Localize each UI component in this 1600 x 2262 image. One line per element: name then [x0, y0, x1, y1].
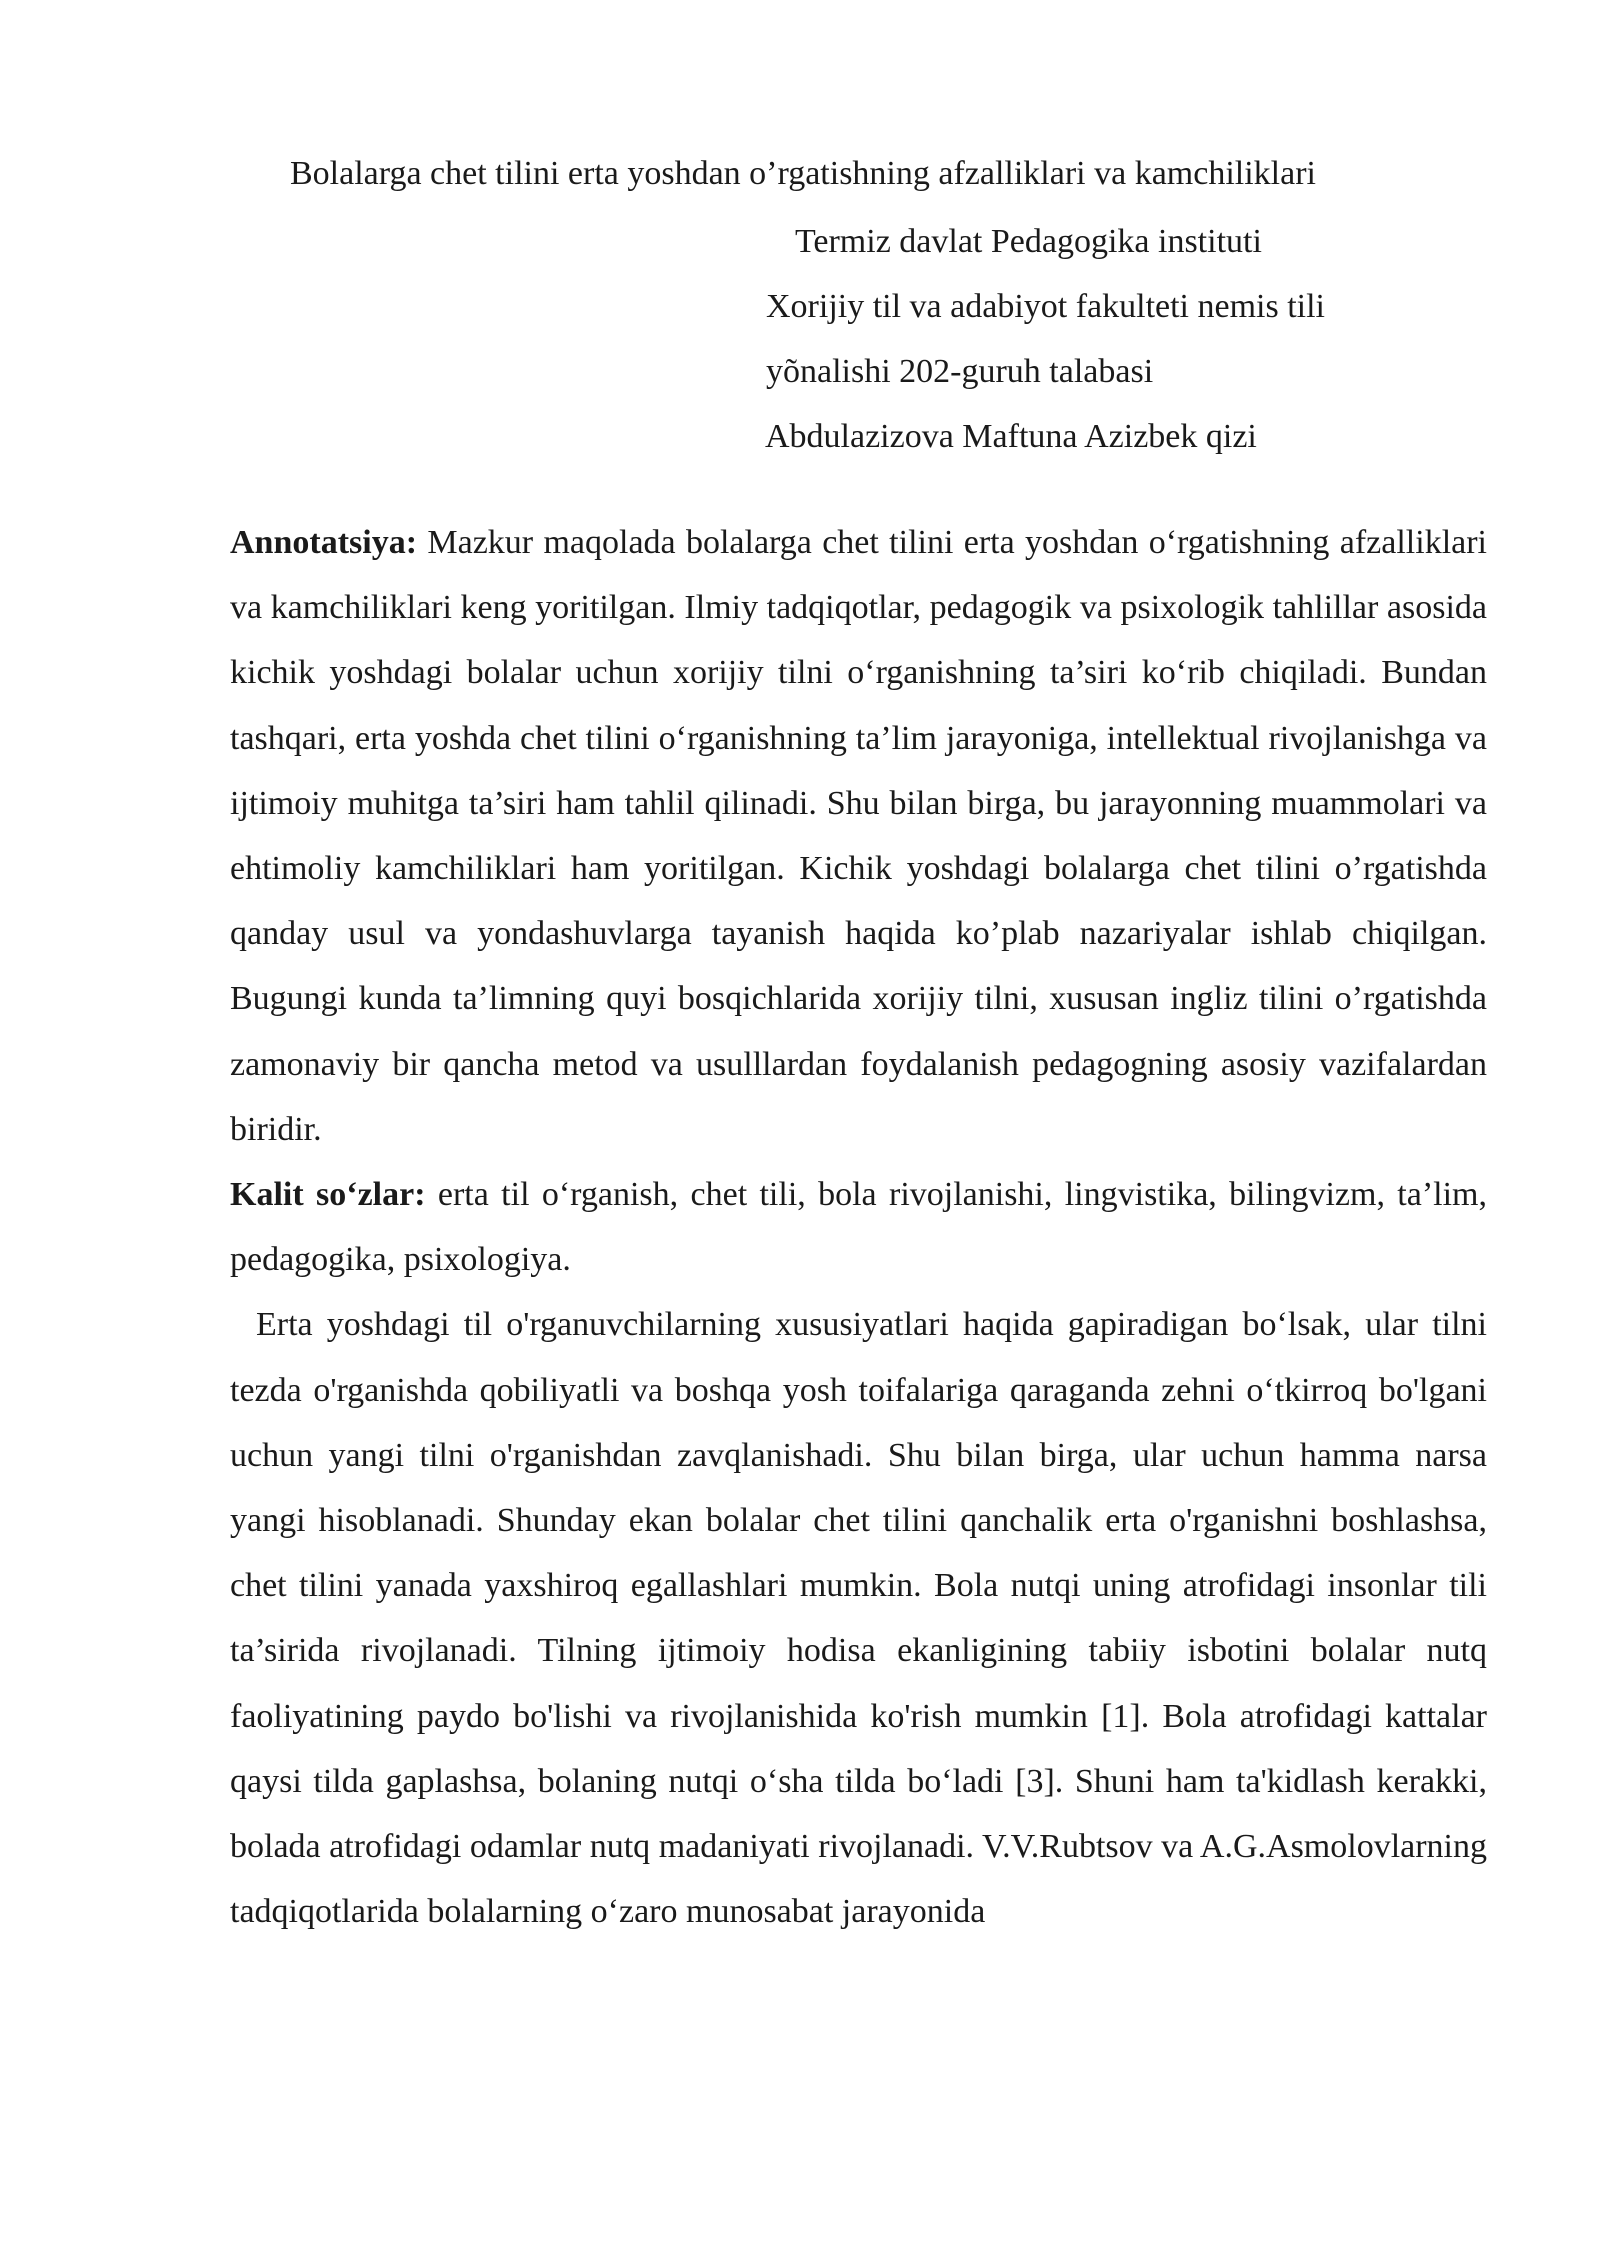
student-group: yõnalishi 202-guruh talabasi [766, 353, 1154, 390]
paper-title: Bolalarga chet tilini erta yoshdan o’rgatishning afzalliklari va kamchiliklari [290, 155, 1316, 192]
annotation-label: Annotatsiya: [230, 524, 418, 561]
author-name: Abdulazizova Maftuna Azizbek qizi [765, 418, 1257, 455]
keywords-label: Kalit so‘zlar: [230, 1176, 426, 1214]
faculty-name: Xorijiy til va adabiyot fakulteti nemis tili [766, 288, 1326, 325]
institute-name: Termiz davlat Pedagogika instituti [795, 223, 1262, 260]
body-paragraph: Erta yoshdagi til o'rganuvchilarning xususiyatlari haqida gapiradigan bo‘lsak, ular tilni tezda o'rganishda qobiliyatli va boshqa yosh toifalariga qaraganda zehni o‘tkirroq bo'lgani uchun yangi tilni o'rganishdan zavqlanishadi. Shu bilan birga, ular uchun hamma narsa yangi hisoblanadi. Shunday ekan bolalar chet tilini qanchalik erta o'rganishni boshlashsa, chet tilini yanada yaxshiroq egallashlari mumkin. Bola nutqi uning atrofidagi insonlar tili ta’sirida rivojlanadi. Tilning ijtimoiy hodisa ekanligining tabiiy isbotini bolalar nutq faoliyatining paydo bo'lishi va rivojlanishida ko'rish mumkin [1]. Bola atrofidagi kattalar qaysi tilda gaplashsa, bolaning nutqi o‘sha tilda bo‘ladi [3]. Shuni ham ta'kidlash kerakki, bolada atrofidagi odamlar nutq madaniyati rivojlanadi. V.V.Rubtsov va A.G.Asmolovlarning tadqiqotlarida bolalarning o‘zaro munosabat jarayonida [230, 1306, 1487, 1931]
annotation-paragraph [230, 510, 1487, 1162]
keywords-text: erta til o‘rganish, chet tili, bola rivojlanishi, lingvistika, bilingvizm, ta’lim, pedagogika, psixologiya. [230, 1176, 1487, 1279]
keywords-paragraph [230, 1162, 1487, 1292]
annotation-text: Mazkur maqolada bolalarga chet tilini erta yoshdan o‘rgatishning afzalliklari va kamchiliklari keng yoritilgan. Ilmiy tadqiqotlar, pedagogik va psixologik tahlillar asosida kichik yoshdagi bolalar uchun xorijiy tilni o‘rganishning ta’siri ko‘rib chiqiladi. Bundan tashqari, erta yoshda chet tilini o‘rganishning ta’lim jarayoniga, intellektual rivojlanishga va ijtimoiy muhitga ta’siri ham tahlil qilinadi. Shu bilan birga, bu jarayonning muammolari va ehtimoliy kamchiliklari ham yoritilgan. Kichik yoshdagi bolalarga chet tilini o’rgatishda qanday usul va yondashuvlarga tayanish haqida ko’plab nazariyalar ishlab chiqilgan. Bugungi kunda ta’limning quyi bosqichlarida xorijiy tilni, xususan ingliz tilini o’rgatishda zamonaviy bir qancha metod va usulllardan foydalanish pedagogning asosiy vazifalardan biridir. [230, 524, 1488, 1148]
main-text [230, 510, 1487, 1944]
